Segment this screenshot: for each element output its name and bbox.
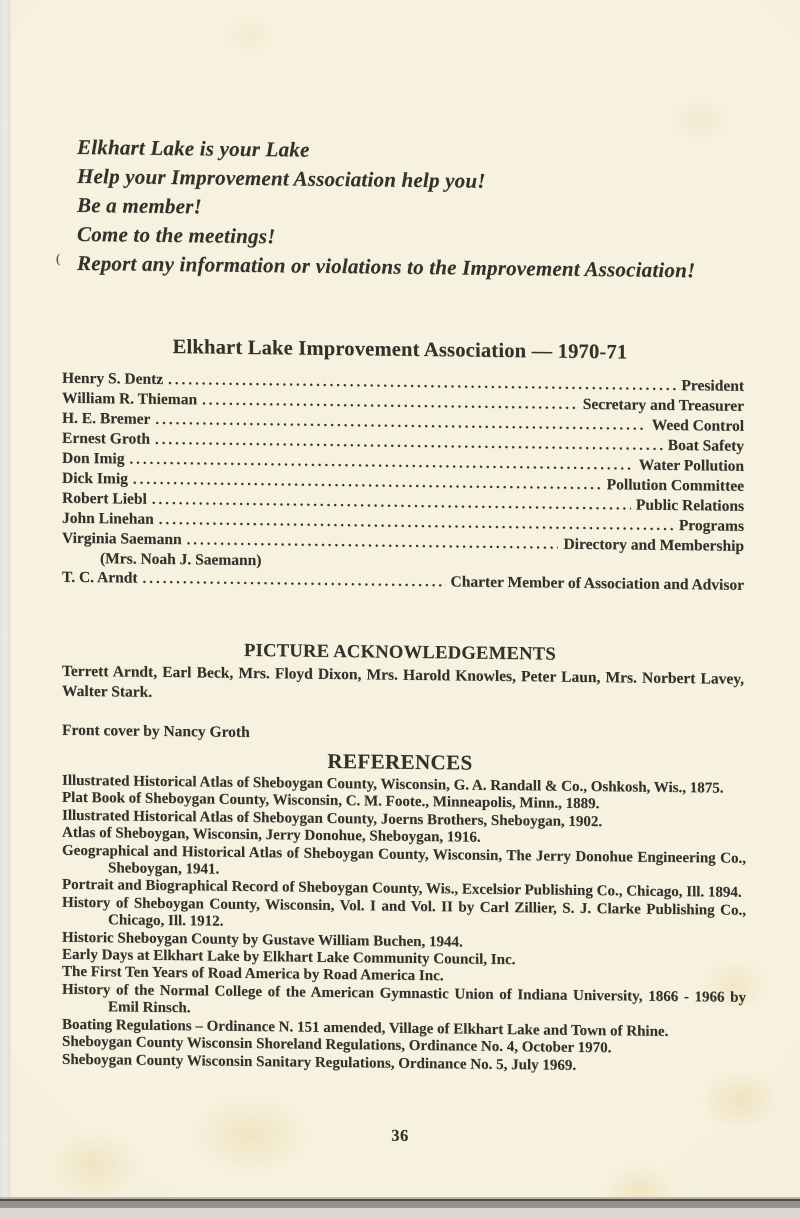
association-roster bbox=[62, 369, 744, 596]
dot-leader bbox=[143, 569, 446, 593]
intro-slogans bbox=[77, 133, 750, 286]
member-name: Dick Imig bbox=[62, 469, 128, 488]
reference-entry: Atlas of Sheboygan, Wisconsin, Jerry Donohue, Sheboygan, 1916. bbox=[62, 824, 481, 846]
member-name: Robert Liebl bbox=[62, 489, 147, 508]
scan-edge-left bbox=[0, 0, 11, 1208]
member-role: President bbox=[681, 377, 744, 395]
member-role: Pollution Committee bbox=[606, 476, 744, 495]
page-number: 36 bbox=[391, 1125, 409, 1145]
reference-entry: Early Days at Elkhart Lake by Elkhart Lake Community Council, Inc. bbox=[62, 946, 516, 969]
member-name: H. E. Bremer bbox=[62, 409, 151, 428]
member-role: Weed Control bbox=[651, 416, 744, 435]
scan-artifact-mark: ( bbox=[56, 250, 61, 266]
member-role: Boat Safety bbox=[667, 436, 744, 455]
member-name: Virginia Saemann bbox=[62, 529, 182, 549]
member-name: John Linehan bbox=[62, 509, 154, 528]
member-name: Ernest Groth bbox=[62, 429, 150, 448]
acknowledgements-text: Terrett Arndt, Earl Beck, Mrs. Floyd Dixon, Mrs. Harold Knowles, Peter Laun, Mrs. Norbert Lavey, Walter Stark. bbox=[62, 662, 744, 701]
scan-edge-bottom bbox=[0, 1197, 800, 1208]
reference-entry: Sheboygan County Wisconsin Sanitary Regulations, Ordinance No. 5, July 1969. bbox=[62, 1051, 577, 1074]
front-cover-credit: Front cover by Nancy Groth bbox=[62, 721, 250, 741]
member-name: T. C. Arndt bbox=[62, 568, 138, 587]
intro-line: Come to the meetings! bbox=[77, 221, 276, 249]
reference-entry: History of the Normal College of the American Gymnastic Union of Indiana University, 1866 - 1966 by Emil Rinsch. bbox=[62, 981, 746, 1017]
intro-line: Report any information or violations to the Improvement Association! bbox=[77, 250, 696, 283]
reference-entry: Illustrated Historical Atlas of Sheboygan County, Wisconsin, G. A. Randall & Co., Oshkosh, Wis., 1875. bbox=[62, 772, 724, 797]
member-name: Don Imig bbox=[62, 449, 125, 468]
member-role: Charter Member of Association and Advisor bbox=[450, 573, 744, 594]
member-role: Water Pollution bbox=[638, 456, 744, 475]
reference-entry: The First Ten Years of Road America by Road America Inc. bbox=[62, 964, 444, 985]
reference-entry: Plat Book of Sheboygan County, Wisconsin, C. M. Foote., Minneapolis, Minn., 1889. bbox=[62, 790, 600, 813]
references-list bbox=[62, 773, 746, 1077]
intro-line: Help your Improvement Association help you! bbox=[77, 163, 486, 193]
member-role: Secretary and Treasurer bbox=[582, 395, 744, 415]
member-name: Henry S. Dentz bbox=[62, 369, 164, 388]
intro-line: Be a member! bbox=[77, 192, 202, 219]
roster-title: Elkhart Lake Improvement Association — 1970-71 bbox=[172, 336, 628, 364]
member-role: Directory and Membership bbox=[563, 535, 744, 555]
acknowledgements-title: PICTURE ACKNOWLEDGEMENTS bbox=[244, 640, 556, 665]
reference-entry: Illustrated Historical Atlas of Sheboygan County, Joerns Brothers, Sheboygan, 1902. bbox=[62, 807, 603, 830]
member-role: Public Relations bbox=[635, 496, 744, 515]
member-role: Programs bbox=[678, 517, 744, 535]
references-title: REFERENCES bbox=[327, 748, 473, 775]
member-name: William R. Thieman bbox=[62, 389, 198, 409]
reference-entry: Portrait and Biographical Record of Sheboygan County, Wis., Excelsior Publishing Co., Chicago, Ill. 1894. bbox=[62, 877, 742, 902]
reference-entry: Geographical and Historical Atlas of Sheboygan County, Wisconsin, The Jerry Donohue Engineering Co., Sheboygan, 1941. bbox=[62, 842, 746, 878]
reference-entry: Historic Sheboygan County by Gustave William Buchen, 1944. bbox=[62, 929, 463, 951]
reference-entry: Boating Regulations – Ordinance N. 151 amended, Village of Elkhart Lake and Town of Rhine. bbox=[62, 1016, 669, 1040]
member-note: (Mrs. Noah J. Saemann) bbox=[100, 550, 262, 570]
reference-entry: Sheboygan County Wisconsin Shoreland Regulations, Ordinance No. 4, October 1970. bbox=[62, 1033, 612, 1057]
reference-entry: History of Sheboygan County, Wisconsin, Vol. I and Vol. II by Carl Zillier, S. J. Clarke Publishing Co., Chicago, Ill. 1912. bbox=[62, 894, 746, 930]
intro-line: Elkhart Lake is your Lake bbox=[77, 134, 310, 162]
